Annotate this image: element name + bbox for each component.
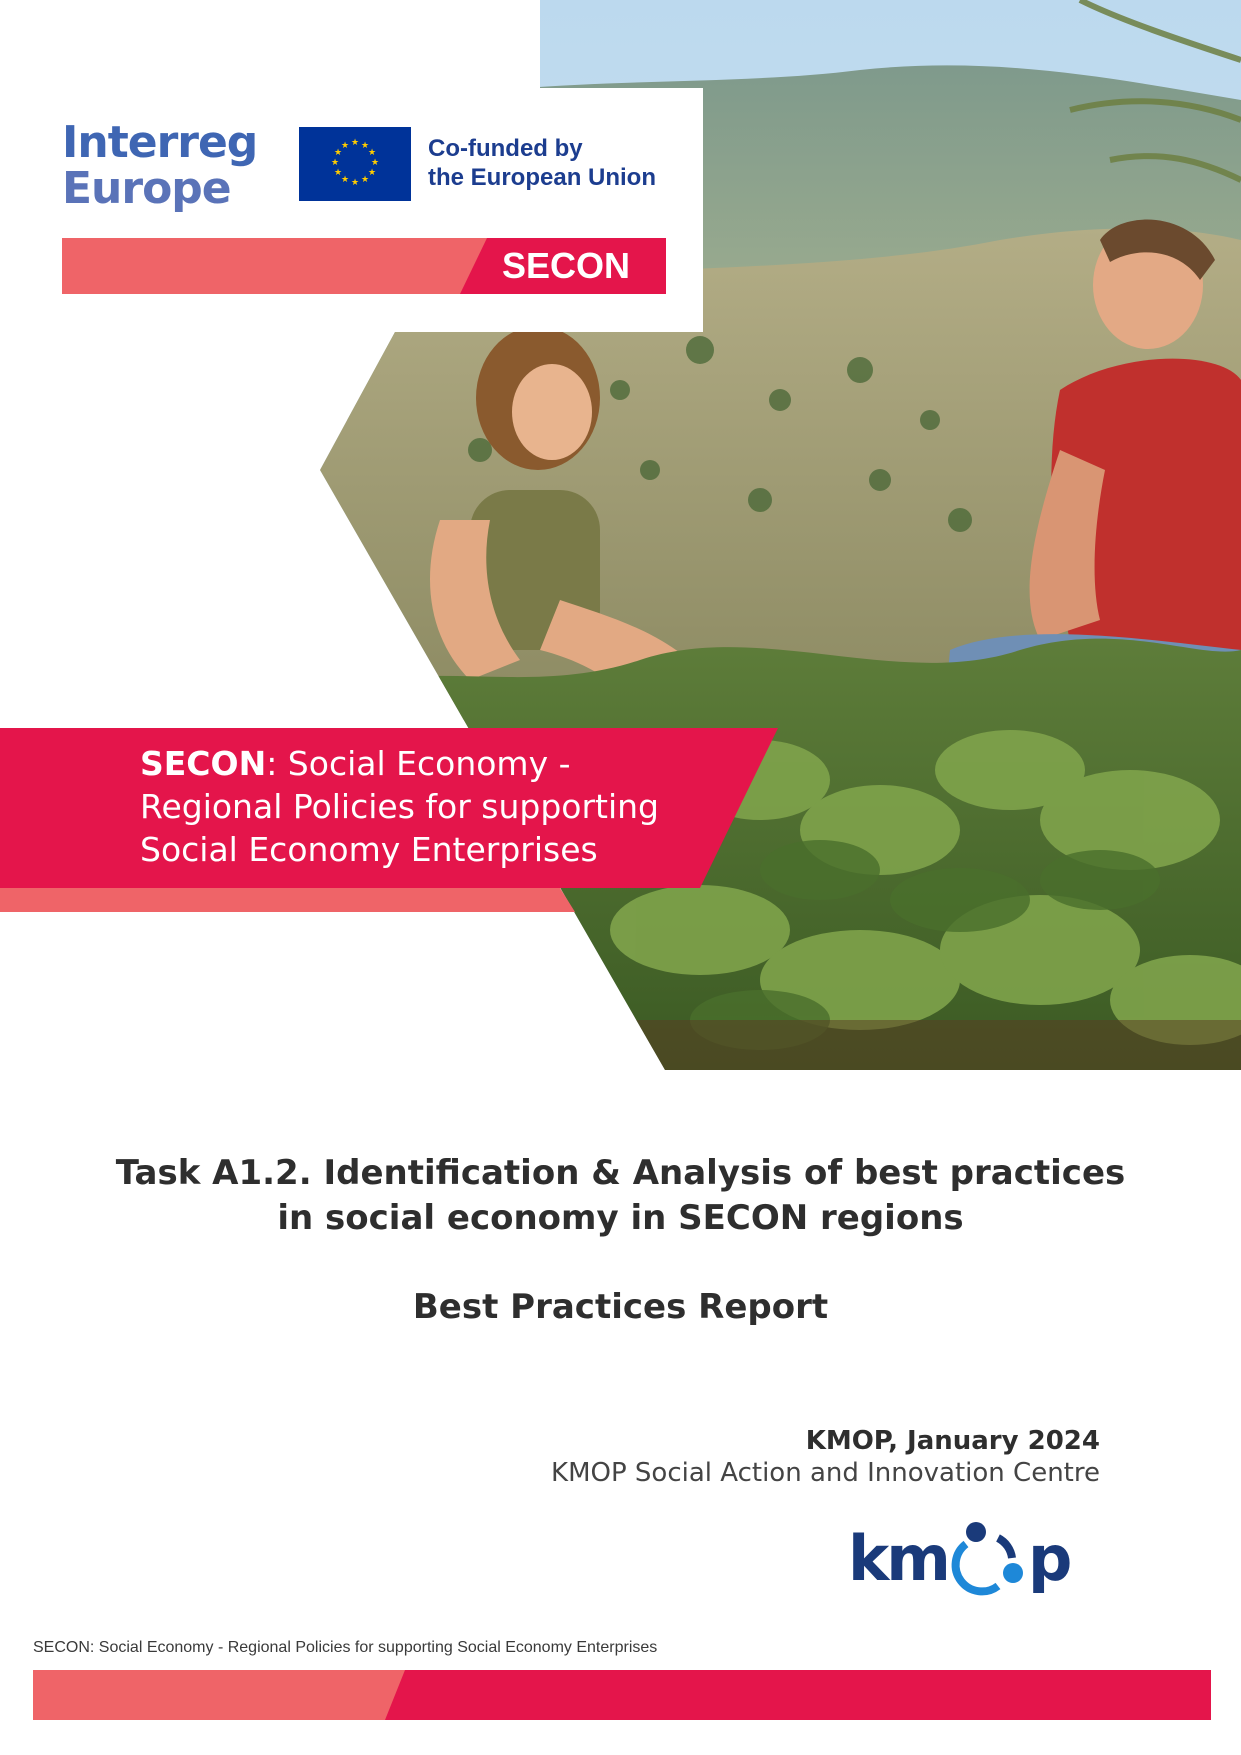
banner-acronym: SECON (140, 744, 267, 783)
banner-line2: Regional Policies for supporting (140, 787, 659, 826)
organisation-name: KMOP Social Action and Innovation Centre (551, 1458, 1100, 1488)
kmop-logo (848, 1510, 1098, 1602)
svg-text:★: ★ (340, 175, 350, 185)
svg-text:p: p (1028, 1522, 1073, 1595)
svg-text:★: ★ (360, 175, 370, 185)
organisation-date: KMOP, January 2024 (805, 1426, 1100, 1456)
banner-salmon-strip (0, 888, 575, 912)
project-title-banner (140, 742, 740, 871)
banner-line1 (140, 742, 740, 785)
task-title-line1: Task A1.2. Identification & Analysis of best practices (115, 1153, 1126, 1193)
secon-logo-text: SECON (501, 245, 631, 286)
svg-text:★: ★ (350, 178, 360, 188)
cofunded-text-line2: the European Union (428, 164, 656, 191)
eu-flag-icon (299, 127, 411, 201)
svg-text:km: km (848, 1522, 948, 1595)
interreg-logo-line1: Interreg (62, 117, 258, 168)
interreg-logo-line2: Europe (62, 163, 231, 214)
banner-line3: Social Economy Enterprises (140, 830, 598, 869)
svg-text:★: ★ (360, 141, 370, 151)
task-title-line2: in social economy in SECON regions (277, 1198, 964, 1238)
secon-logo-band (62, 238, 666, 294)
cofunded-text-line1: Co-funded by (428, 135, 583, 162)
svg-text:★: ★ (367, 148, 377, 158)
svg-text:★: ★ (350, 138, 360, 148)
interreg-europe-logo (62, 117, 272, 214)
svg-text:★: ★ (330, 158, 340, 168)
banner-line1-rest: : Social Economy - (266, 744, 571, 783)
svg-text:★: ★ (370, 158, 380, 168)
svg-text:★: ★ (340, 141, 350, 151)
svg-text:★: ★ (367, 168, 377, 178)
footer-color-bar (33, 1670, 1211, 1720)
footer-text: SECON: Social Economy - Regional Policies for supporting Social Economy Enterprises (33, 1639, 658, 1656)
svg-text:★: ★ (333, 168, 343, 178)
svg-text:★: ★ (333, 148, 343, 158)
report-title: Best Practices Report (412, 1287, 829, 1327)
